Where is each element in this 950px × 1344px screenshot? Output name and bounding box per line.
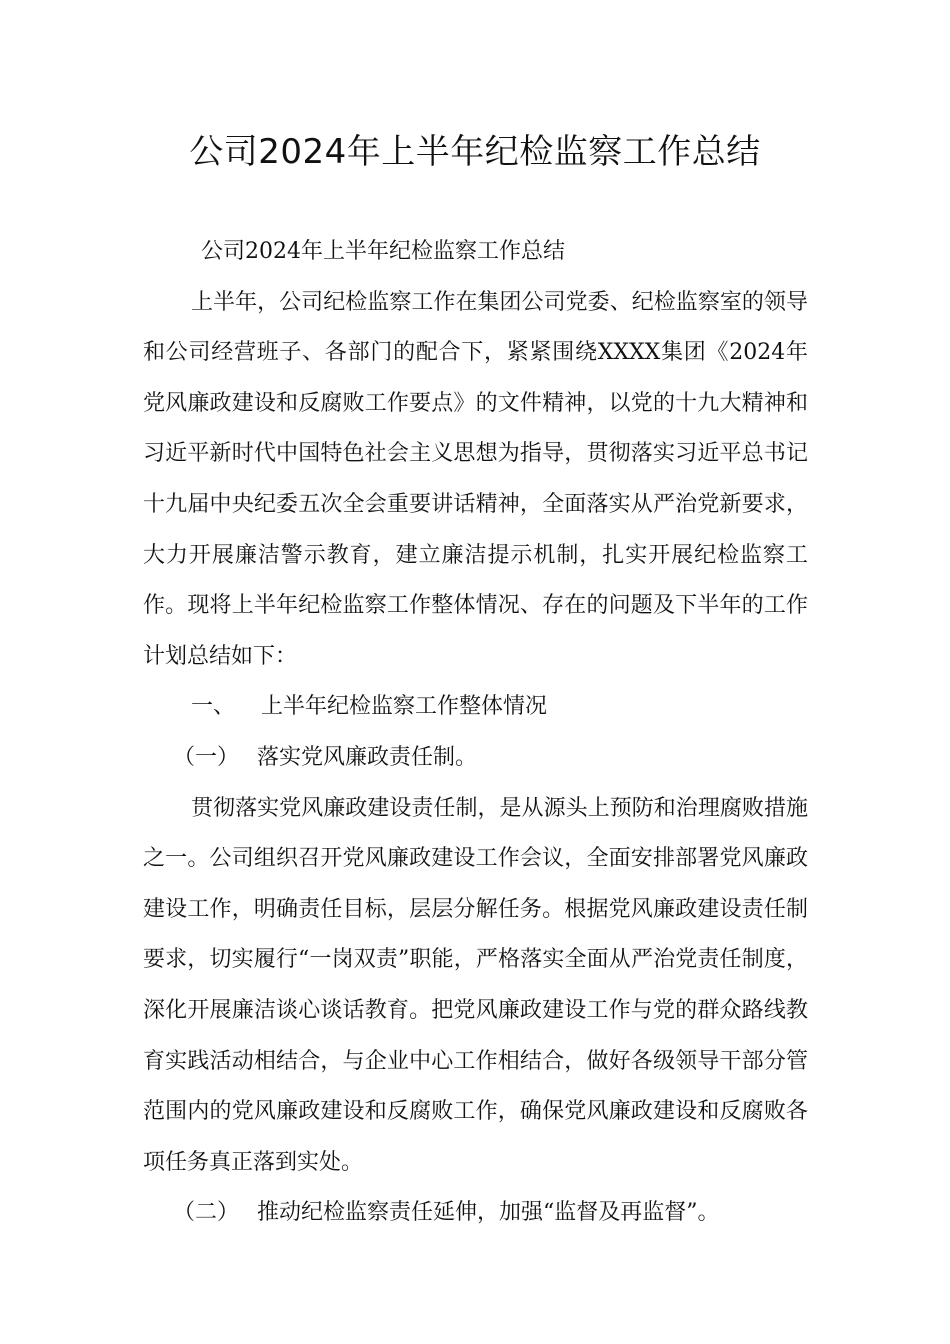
subsection-heading-text: 落实党风廉政责任制。 <box>257 744 478 770</box>
subsection-heading-text: 推动纪检监察责任延伸，加强“监督及再监督”。 <box>257 1200 720 1226</box>
document-body <box>143 227 808 1239</box>
document-title: 公司2024年上半年纪检监察工作总结 <box>189 132 761 172</box>
subsection-number: （二） <box>173 1200 240 1226</box>
document-subtitle: 公司2024年上半年纪检监察工作总结 <box>201 239 565 264</box>
subsection-1-paragraph: 贯彻落实党风廉政建设责任制，是从源头上预防和治理腐败措施之一。公司组织召开党风廉政建设工作会议，全面安排部署党风廉政建设工作，明确责任目标，层层分解任务。根据党风廉政建设责任制要求，切实履行“一岗双责”职能，严格落实全面从严治党责任制度，深化开展廉洁谈心谈话教育。把党风廉政建设工作与党的群众路线教育实践活动相结合，与企业中心工作相结合，做好各级领导干部分管范围内的党风廉政建设和反腐败工作，确保党风廉政建设和反腐败各项任务真正落到实处。 <box>143 795 808 1175</box>
section-heading-1 <box>143 682 808 733</box>
subsection-heading-1 <box>143 733 808 784</box>
section-heading-text: 上半年纪检监察工作整体情况 <box>261 694 548 720</box>
section-number: 一、 <box>191 694 236 720</box>
subsection-number: （一） <box>173 744 240 770</box>
subsection-heading-2 <box>143 1188 808 1239</box>
intro-paragraph: 上半年，公司纪检监察工作在集团公司党委、纪检监察室的领导和公司经营班子、各部门的配合下，紧紧围绕XXXX集团《2024年党风廉政建设和反腐败工作要点》的文件精神，以党的十九大精神和习近平新时代中国特色社会主义思想为指导，贯彻落实习近平总书记十九届中央纪委五次全会重要讲话精神，全面落实从严治党新要求，大力开展廉洁警示教育，建立廉洁提示机制，扎实开展纪检监察工作。现将上半年纪检监察工作整体情况、存在的问题及下半年的工作计划总结如下： <box>143 289 808 669</box>
